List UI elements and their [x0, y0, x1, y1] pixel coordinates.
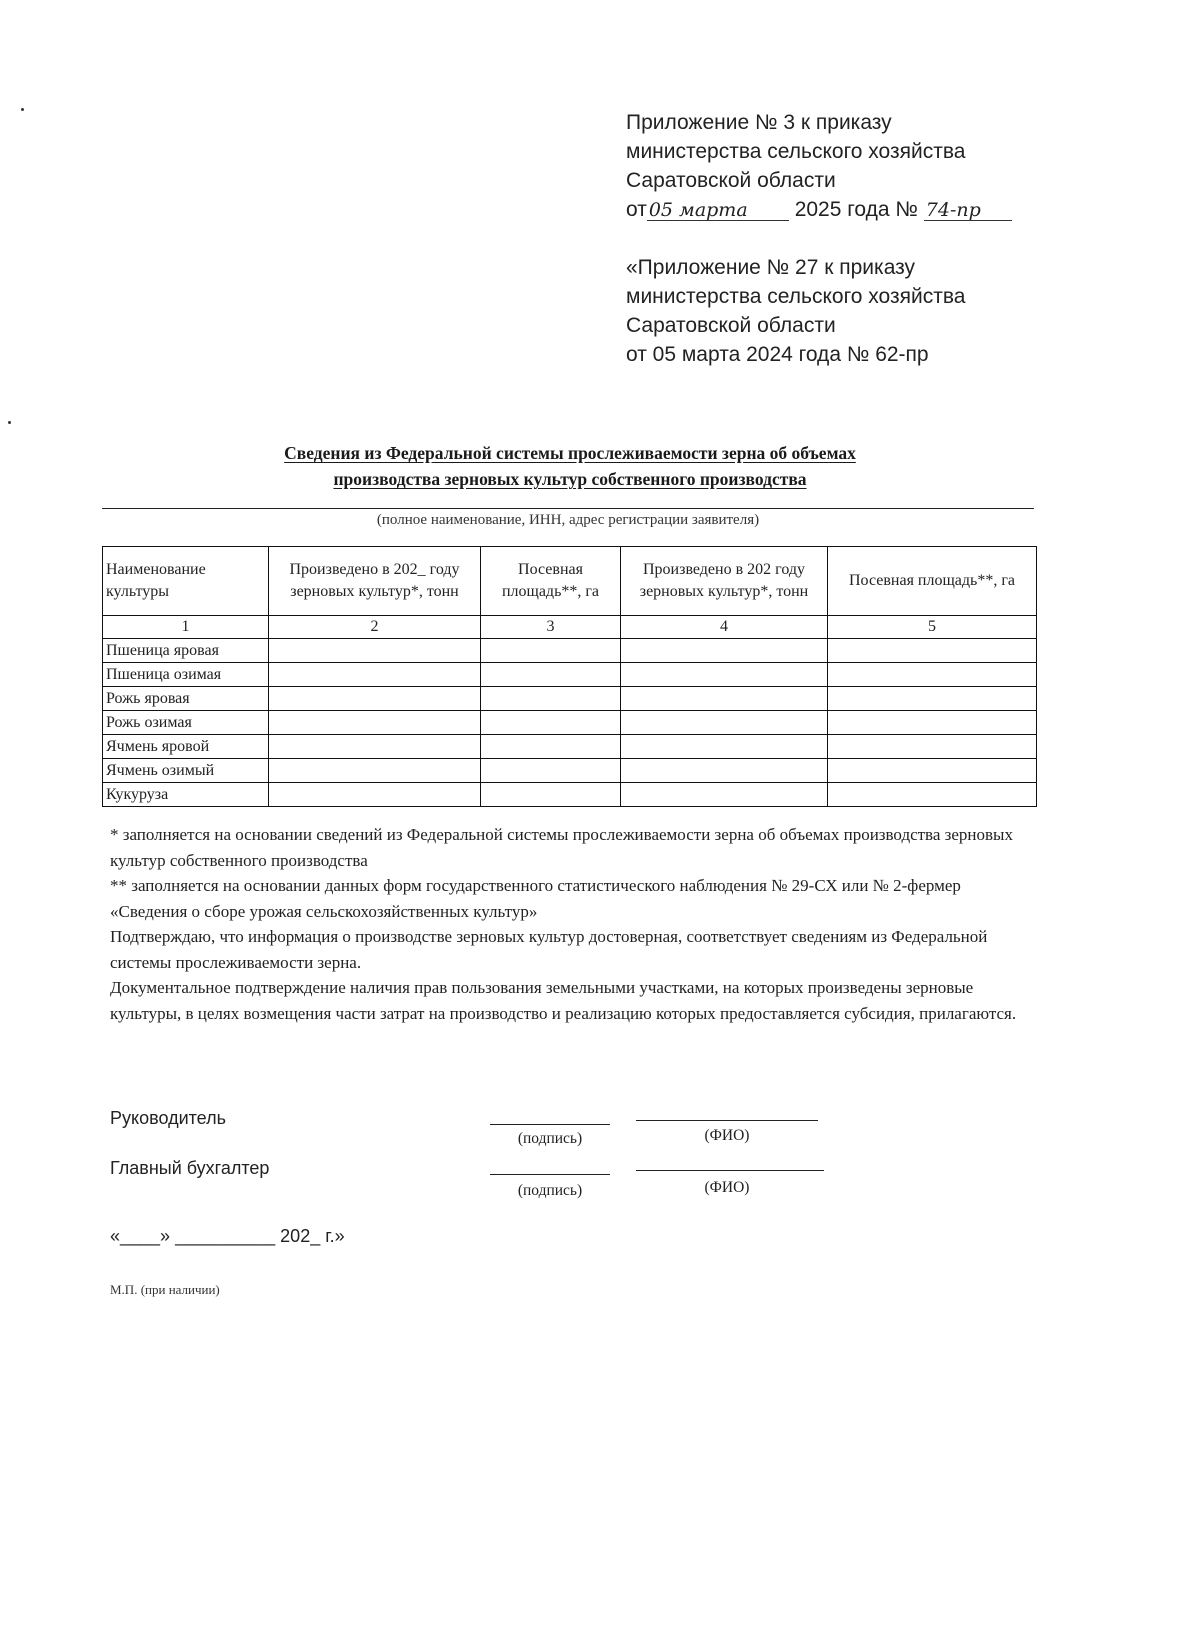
empty-cell — [269, 783, 481, 807]
empty-cell — [481, 759, 621, 783]
crop-name: Ячмень озимый — [103, 759, 269, 783]
table-row — [103, 735, 1037, 759]
accountant-label: Главный бухгалтер — [110, 1158, 270, 1178]
header-crop-name: Наименование культуры — [103, 547, 269, 616]
scan-speck — [8, 421, 11, 424]
empty-cell — [828, 735, 1037, 759]
empty-cell — [481, 687, 621, 711]
appendix-header — [626, 108, 1066, 369]
empty-cell — [621, 687, 828, 711]
applicant-fill-line — [102, 508, 1034, 509]
head-name-caption: (ФИО) — [704, 1127, 750, 1144]
crop-name: Пшеница озимая — [103, 663, 269, 687]
table-header-row — [103, 547, 1037, 616]
head-label: Руководитель — [110, 1108, 226, 1128]
prior-order-line: от 05 марта 2024 года № 62-пр — [626, 343, 929, 366]
head-name-line — [636, 1120, 818, 1121]
table-row — [103, 663, 1037, 687]
grain-production-table — [102, 546, 1037, 807]
header-sown-area-year2: Посевная площадь**, га — [828, 547, 1037, 616]
title-line-2: производства зерновых культур собственного производства — [333, 469, 807, 489]
appendix-line: Приложение № 3 к приказу — [626, 111, 892, 134]
column-number: 2 — [269, 616, 481, 639]
header-produced-year1: Произведено в 202_ году зерновых культур*, тонн — [269, 547, 481, 616]
empty-cell — [621, 663, 828, 687]
empty-cell — [269, 735, 481, 759]
head-signature-caption: (подпись) — [517, 1130, 583, 1147]
accountant-signature-line — [490, 1174, 610, 1175]
title-line-1: Сведения из Федеральной системы прослеживаемости зерна об объемах — [284, 443, 856, 463]
empty-cell — [269, 759, 481, 783]
date-fill-line: «____» __________ 202_ г.» — [110, 1226, 345, 1246]
empty-cell — [828, 711, 1037, 735]
empty-cell — [621, 711, 828, 735]
empty-cell — [828, 639, 1037, 663]
crop-name: Кукуруза — [103, 783, 269, 807]
attachments-statement: Документальное подтверждение наличия прав пользования земельными участками, на которых произведены зерновые культуры, в целях возмещения части затрат на производство и реализацию которых предоставляется субсидия, прилагаются. — [110, 978, 1017, 1023]
empty-cell — [828, 663, 1037, 687]
prior-appendix-line: «Приложение № 27 к приказу — [626, 256, 916, 279]
order-prefix: от — [626, 198, 647, 221]
scan-speck — [21, 108, 24, 111]
column-number: 3 — [481, 616, 621, 639]
applicant-caption: (полное наименование, ИНН, адрес регистрации заявителя) — [376, 512, 760, 528]
crop-name: Ячмень яровой — [103, 735, 269, 759]
table-row — [103, 711, 1037, 735]
accountant-name-line — [636, 1170, 824, 1171]
table-row — [103, 783, 1037, 807]
footnote-double-asterisk: ** заполняется на основании данных форм государственного статистического наблюдения № 29-СХ или № 2-фермер «Сведения о сборе урожая сельскохозяйственных культур» — [110, 876, 961, 921]
column-number: 1 — [103, 616, 269, 639]
crop-name: Рожь озимая — [103, 711, 269, 735]
empty-cell — [481, 639, 621, 663]
empty-cell — [481, 663, 621, 687]
empty-cell — [269, 663, 481, 687]
accountant-name-caption: (ФИО) — [704, 1179, 750, 1196]
empty-cell — [481, 783, 621, 807]
header-produced-year2: Произведено в 202 году зерновых культур*, тонн — [621, 547, 828, 616]
empty-cell — [621, 735, 828, 759]
column-number-row — [103, 616, 1037, 639]
footnote-single-asterisk: * заполняется на основании сведений из Федеральной системы прослеживаемости зерна об объемах производства зерновых культур собственного производства — [110, 825, 1013, 870]
head-signature-line — [490, 1124, 610, 1125]
confirmation-statement: Подтверждаю, что информация о производстве зерновых культур достоверная, соответствует сведениям из Федеральной системы прослеживаемости зерна. — [110, 927, 988, 972]
empty-cell — [828, 759, 1037, 783]
order-year-text: 2025 года № — [794, 198, 918, 221]
region-line: Саратовской области — [626, 169, 836, 192]
table-row — [103, 759, 1037, 783]
empty-cell — [621, 639, 828, 663]
prior-region-line: Саратовской области — [626, 314, 836, 337]
ministry-line: министерства сельского хозяйства — [626, 140, 966, 163]
crop-name: Пшеница яровая — [103, 639, 269, 663]
empty-cell — [621, 783, 828, 807]
table-row — [103, 687, 1037, 711]
handwritten-order-date: 05 марта — [647, 200, 789, 221]
prior-ministry-line: министерства сельского хозяйства — [626, 285, 966, 308]
header-sown-area-year1: Посевная площадь**, га — [481, 547, 621, 616]
crop-name: Рожь яровая — [103, 687, 269, 711]
column-number: 5 — [828, 616, 1037, 639]
empty-cell — [621, 759, 828, 783]
empty-cell — [481, 711, 621, 735]
order-line — [626, 195, 1066, 224]
empty-cell — [828, 783, 1037, 807]
handwritten-order-number: 74-пр — [924, 200, 1012, 221]
table-row — [103, 639, 1037, 663]
document-title — [150, 440, 990, 492]
empty-cell — [828, 687, 1037, 711]
notes-section — [110, 822, 1030, 1026]
column-number: 4 — [621, 616, 828, 639]
stamp-label: М.П. (при наличии) — [110, 1282, 220, 1297]
accountant-signature-caption: (подпись) — [517, 1182, 583, 1199]
empty-cell — [481, 735, 621, 759]
empty-cell — [269, 639, 481, 663]
empty-cell — [269, 687, 481, 711]
empty-cell — [269, 711, 481, 735]
